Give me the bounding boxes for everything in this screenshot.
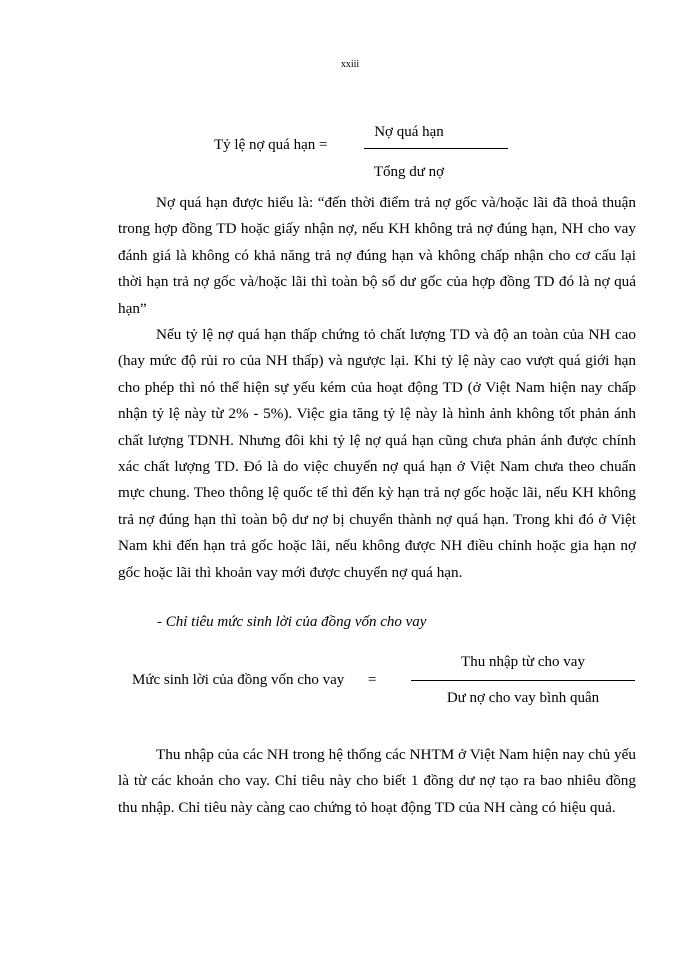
overdue-ratio-label: Tỷ lệ nợ quá hạn =: [214, 137, 328, 153]
fraction-bar: [411, 680, 635, 681]
definition-paragraph: Nợ quá hạn được hiểu là: “đến thời điểm trả nợ gốc và/hoặc lãi đã thoả thuận trong hợp đồng TD hoặc giấy nhận nợ, nếu KH không trả nợ đúng hạn, NH cho vay đánh giá là không có khả năng trả nợ đúng hạn và không chấp nhận cho cơ cấu lại thời hạn trả nợ gốc và/hoặc lãi thì toàn bộ số dư gốc của hợp đồng TD đó là nợ quá hạn”: [118, 194, 636, 317]
page-number: xxiii: [340, 59, 360, 70]
explanation-paragraph: Nếu tỷ lệ nợ quá hạn thấp chứng tỏ chất lượng TD và độ an toàn của NH cao (hay mức độ rủi ro của NH thấp) và ngược lại. Khi tỷ lệ này cao vượt quá giới hạn cho phép thì nó thể hiện sự yếu kém của hoạt động TD (ở Việt Nam hiện nay chấp nhận tỷ lệ này từ 2% - 5%). Việc gia tăng tỷ lệ này là hình ảnh không tốt phản ánh chất lượng TDNH. Nhưng đôi khi tỷ lệ nợ quá hạn cũng chưa phản ánh được chính xác chất lượng TD. Đó là do việc chuyển nợ quá hạn ở Việt Nam chưa theo chuẩn mực chung. Theo thông lệ quốc tế thì đến kỳ hạn trả nợ gốc hoặc lãi, nếu KH không trả nợ đúng hạn thì toàn bộ dư nợ bị chuyển thành nợ quá hạn. Trong khi đó ở Việt Nam khi đến hạn trả gốc hoặc lãi, nếu không được NH điều chỉnh hoặc gia hạn nợ gốc hoặc lãi thì khoản vay mới được chuyển nợ quá hạn.: [118, 326, 636, 581]
overdue-ratio-denominator: Tổng dư nợ: [373, 164, 445, 180]
profitability-paragraph: Thu nhập của các NH trong hệ thống các NHTM ở Việt Nam hiện nay chủ yếu là từ các khoản cho vay. Chỉ tiêu này cho biết 1 đồng dư nợ tạo ra bao nhiêu đồng thu nhập. Chỉ tiêu này càng cao chứng tỏ hoạt động TD của NH càng có hiệu quả.: [118, 746, 636, 816]
yield-numerator: Thu nhập từ cho vay: [461, 654, 585, 670]
yield-label: Mức sinh lời của đồng vốn cho vay: [132, 672, 345, 688]
yield-equals: =: [368, 672, 377, 688]
subheading: - Chỉ tiêu mức sinh lời của đồng vốn cho vay: [157, 614, 427, 630]
overdue-ratio-numerator: Nợ quá hạn: [374, 124, 444, 140]
yield-denominator: Dư nợ cho vay bình quân: [446, 690, 600, 706]
